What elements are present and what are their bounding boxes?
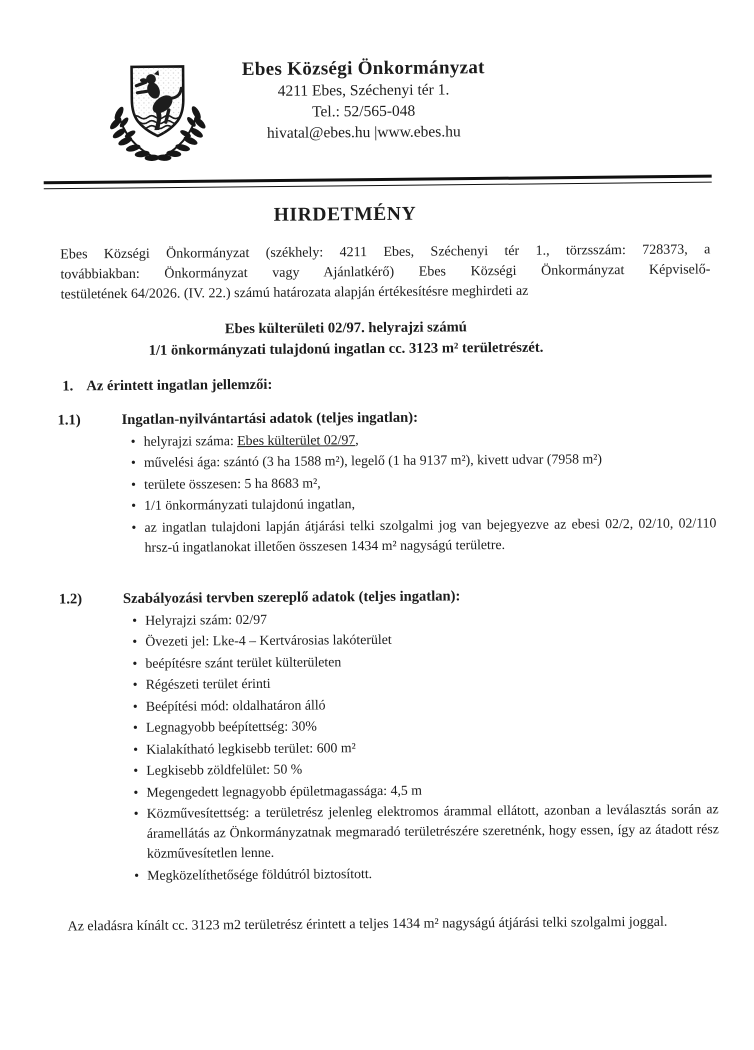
subject-heading [0,315,723,363]
bullet-item: • Beépítési mód: oldalhatáron álló [133,692,718,717]
subject-line-1: Ebes külterületi 02/97. helyrajzi számú [224,318,467,337]
bullet-item: • területe összesen: 5 ha 8683 m², [131,470,716,495]
section-1-2-bullet-list [132,606,719,886]
intro-line: Ebes Községi Önkormányzat (székhely: 4211 Ebes, Széchenyi tér 1., törzsszám: 728373, a [60,241,711,262]
section-1-1-bullet-list [131,427,717,558]
bullet-item: • Megközelíthetősége földútról biztosított. [134,861,719,886]
bullet-item: • Kialakítható legkisebb terület: 600 m² [133,735,718,760]
bullet-item: • Legnagyobb beépítettség: 30% [133,713,718,738]
bullet-item [131,427,716,452]
section-1-2-title: Szabályozási tervben szereplő adatok (teljes ingatlan): [122,587,461,607]
bullet-text: helyrajzi száma: [143,432,238,449]
section-1-1-number: 1.1) [57,411,81,429]
bullet-item: • beépítésre szánt terület külterületen [132,649,717,674]
bullet-item: • Helyrajzi szám: 02/97 [132,606,717,631]
bullet-item: • az ingatlan tulajdoni lapján átjárási telki szolgalmi jog van bejegyezve az ebesi 02/2, 02/10, 02/110 hrsz-ú ingatlanokat illetően összesen 1434 m² nagyságú területre. [131,513,716,558]
section-1-1-title: Ingatlan-nyilvántartási adatok (teljes ingatlan): [121,409,418,428]
bullet-text: , [355,431,359,447]
section-1-2-number: 1.2) [58,590,83,608]
letterhead-text [191,56,537,145]
intro-line: továbbiakban: Önkormányzat vagy Ajánlatkérő) Ebes Községi Önkormányzat Képviselő- [60,261,711,282]
org-contact: hivatal@ebes.hu |www.ebes.hu [266,123,461,142]
bullet-item: • Övezeti jel: Lke-4 – Kertvárosias lakóterület [132,627,717,652]
header-divider [44,175,712,189]
subject-line-2: 1/1 önkormányzati tulajdonú ingatlan cc. 3123 m² területrészét. [148,339,544,359]
bullet-item: • művelési ága: szántó (3 ha 1588 m²), legelő (1 ha 9137 m²), kivett udvar (7958 m²) [131,448,716,473]
bullet-item: • 1/1 önkormányzati tulajdonú ingatlan, [131,491,716,516]
intro-paragraph [60,240,710,305]
bullet-item: • Legkisebb zöldfelület: 50 % [133,756,718,781]
org-address: 4211 Ebes, Széchenyi tér 1. [277,81,450,100]
bullet-item: • Régészeti terület érinti [133,670,718,695]
bullet-item: • Közművesítettség: a területrész jelenleg elektromos árammal ellátott, azonban a leválasztás során az áramellátás az Önkormányzatnak megmaradó területrészére szeretnénk, hogy essen, így az átadott rész közművesítetlen lenne. [134,799,719,864]
org-name: Ebes Községi Önkormányzat [241,57,485,81]
section-1-title: Az érintett ingatlan jellemzői: [86,376,273,394]
section-1-heading [62,373,711,395]
section-1-number: 1. [62,377,74,394]
intro-line: testületének 64/2026. (IV. 22.) számú határozata alapján értékesítésre meghirdeti az [60,283,529,302]
section-1-2-heading [59,586,713,608]
closing-paragraph: Az eladásra kínált cc. 3123 m2 területrész érintett a teljes 1434 m² nagyságú átjárási telki szolgalmi joggal. [67,914,668,934]
org-phone: Tel.: 52/565-048 [312,102,416,121]
letterhead [0,53,752,171]
bullet-item: • Megengedett legnagyobb épületmagassága: 4,5 m [133,778,718,803]
document-title: HIRDETMÉNY [273,203,417,226]
section-1-1-heading [58,407,712,429]
underlined-parcel-id: Ebes külterület 02/97 [237,431,356,448]
